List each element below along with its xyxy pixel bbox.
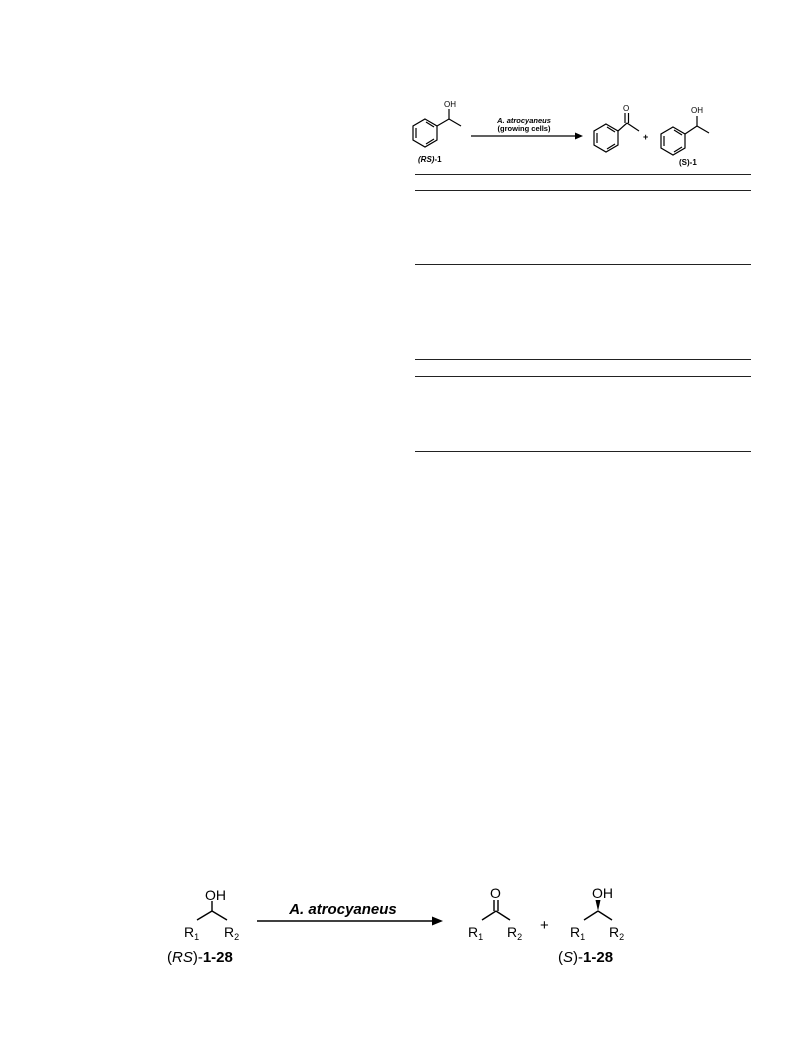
bottom-plus-sign: + xyxy=(540,917,549,934)
product-label: (S)-1 xyxy=(679,158,697,167)
product-skeleton xyxy=(584,911,612,920)
table-header-rule xyxy=(415,190,751,191)
product-oh: OH xyxy=(592,885,613,901)
ketone-structure xyxy=(594,113,639,152)
substrate-compound-label: (RS)-1-28 xyxy=(167,949,233,966)
top-plus-sign: + xyxy=(643,132,649,142)
substrate-label: (RS)-1 xyxy=(418,155,442,164)
ketone-o-label: O xyxy=(623,104,630,113)
table-section-rule xyxy=(415,264,751,265)
product-oh-label: OH xyxy=(691,106,703,115)
bottom-reaction-scheme xyxy=(0,880,793,1020)
substrate-skeleton xyxy=(197,901,227,920)
product-compound-label: (S)-1-28 xyxy=(558,949,614,966)
substrate-benzene-ring xyxy=(413,109,461,147)
top-reaction-scheme xyxy=(0,0,793,180)
ketone-oxygen: O xyxy=(490,885,501,901)
ketone-r2: $R_2$ xyxy=(507,924,523,942)
substrate-oh: OH xyxy=(205,887,226,903)
substrate-oh-label: OH xyxy=(444,100,456,109)
table-second-top-rule xyxy=(415,359,751,360)
top-arrow-head xyxy=(575,133,583,140)
substrate-r2: $R_2$ xyxy=(224,924,240,942)
bottom-arrow-head xyxy=(432,917,443,926)
product-structure xyxy=(661,116,709,155)
bottom-reagent-label: A. atrocyaneus xyxy=(289,901,397,918)
ketone-r1: $R_1$ xyxy=(468,924,484,942)
product-r2: $R_2$ xyxy=(609,924,625,942)
wedge-bond xyxy=(596,900,601,911)
product-r1: $R_1$ xyxy=(570,924,586,942)
table-bottom-rule xyxy=(415,451,751,452)
table-top-rule xyxy=(415,174,751,175)
substrate-r1: $R_1$ xyxy=(184,924,200,942)
table-second-header-rule xyxy=(415,376,751,377)
ketone-skeleton xyxy=(482,900,510,920)
top-conditions-label: (growing cells) xyxy=(497,124,551,133)
top-reagent-label: A. atrocyaneus xyxy=(497,116,551,125)
